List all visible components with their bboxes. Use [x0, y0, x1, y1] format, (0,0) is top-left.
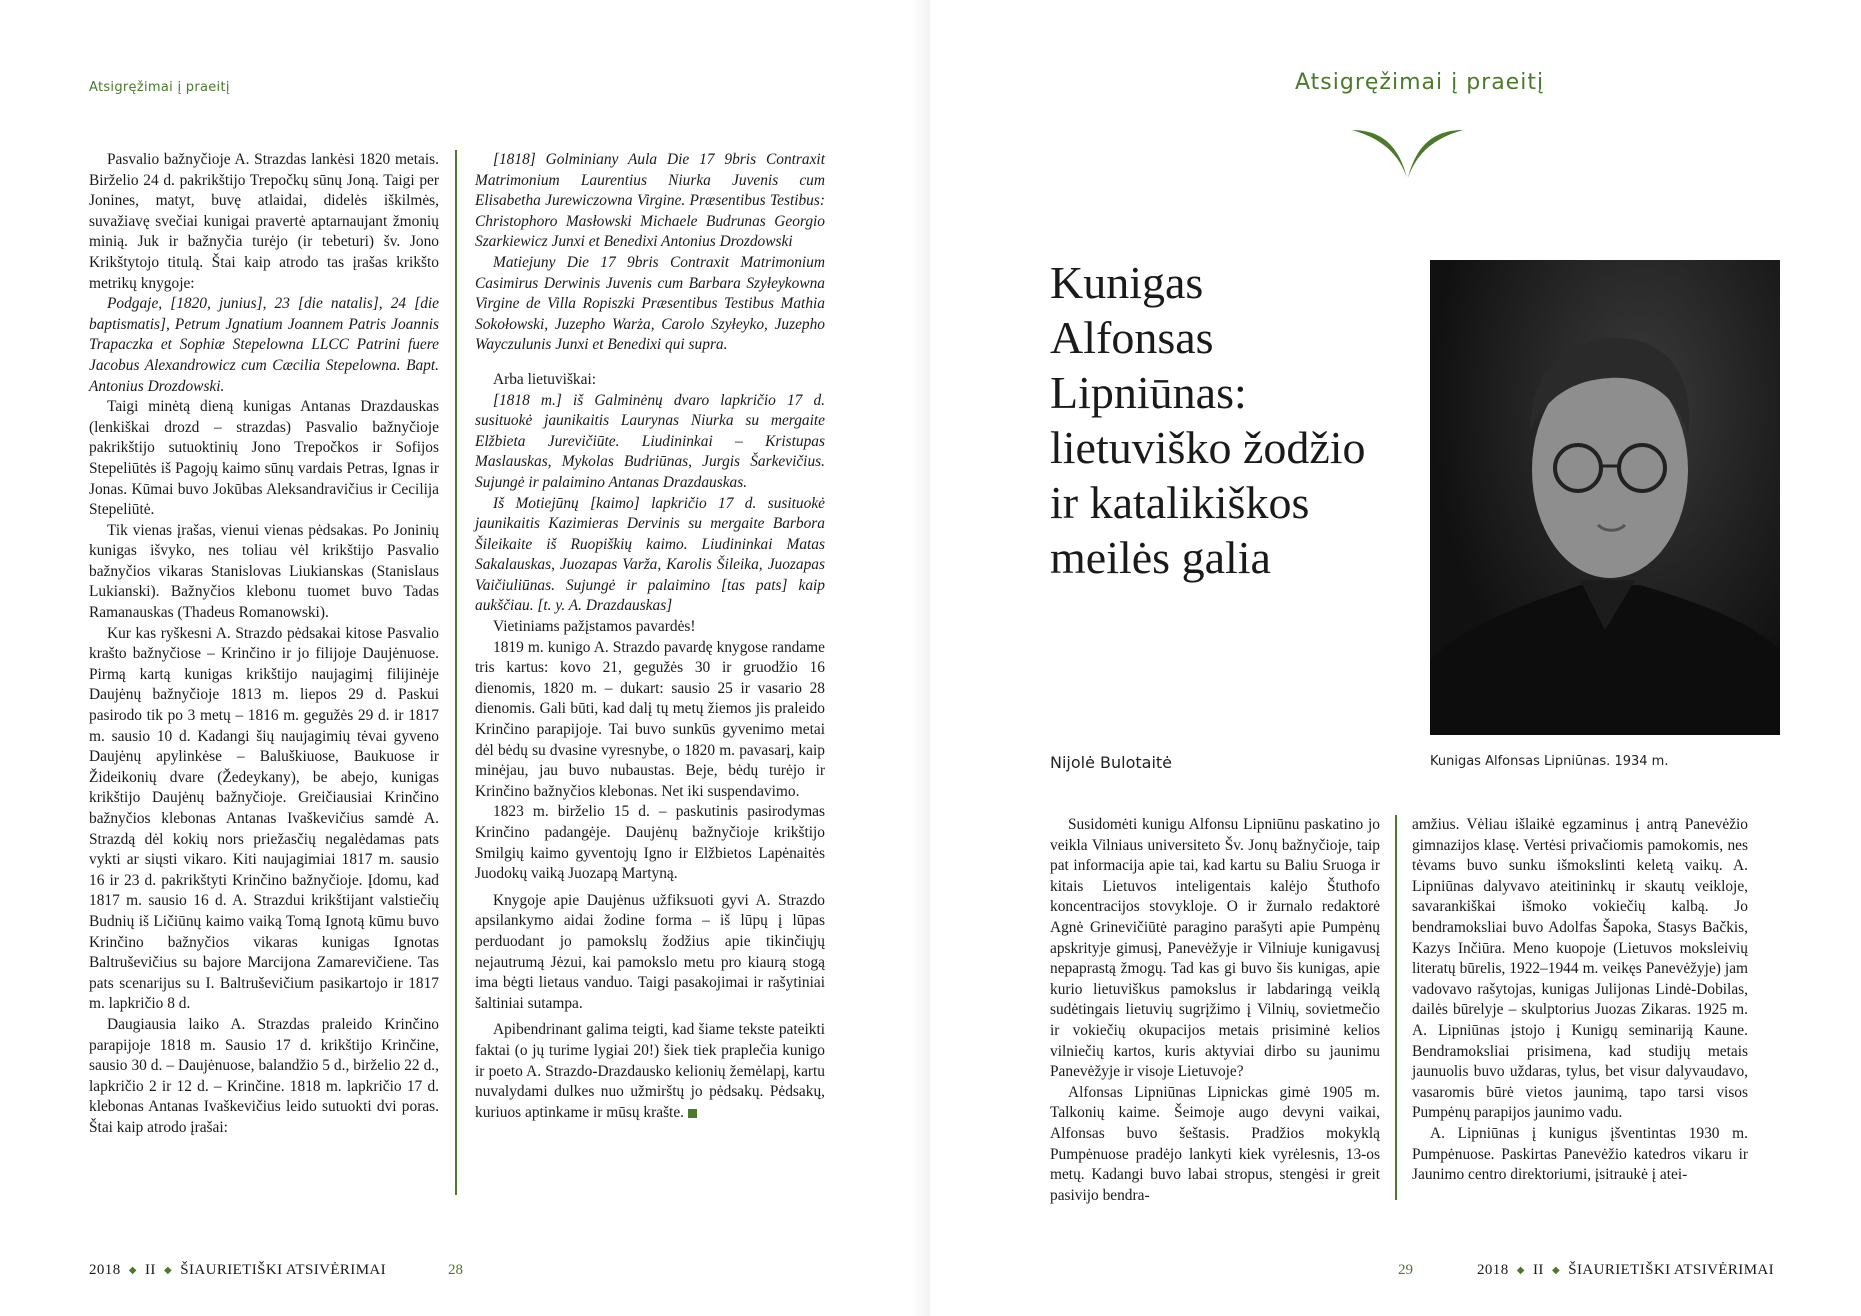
- right-page: [930, 0, 1861, 1316]
- footer-issue: II: [1533, 1262, 1544, 1278]
- paragraph: Tik vienas įrašas, vienui vienas pėdsakas. Po Joninių kunigas išvyko, nes toliau vėl krikštijo Pasvalio bažnyčios vikaras Stanislovas Liukianskas (Stanislaus Lukianski). Bažnyčios klebonu tuomet buvo Tadas Ramanauskas (Thadeus Romanowski).: [89, 521, 439, 622]
- paragraph: A. Lipniūnas į kunigus įšventintas 1930 m. Pumpėnuose. Paskirtas Panevėžio katedros vikaru ir Jaunimo centro direktoriumi, įsitraukė į atei-: [1412, 1124, 1748, 1184]
- leaf-ornament-icon: [1350, 126, 1465, 181]
- paragraph-final: [475, 1020, 825, 1123]
- diamond-icon: ◆: [128, 1265, 137, 1277]
- title-line: Alfonsas: [1050, 312, 1214, 363]
- page-number-left: 28: [448, 1262, 463, 1278]
- footer-year: 2018: [1477, 1262, 1509, 1278]
- portrait-illustration: [1430, 260, 1780, 735]
- left-column-2: [475, 150, 825, 1123]
- paragraph: 1819 m. kunigo A. Strazdo pavardę knygose randame tris kartus: kovo 21, gegužės 30 ir gruodžio 16 dienomis, 1820 m. – dukart: sausio 25 ir vasario 28 dienomis. Gali būti, kad dalį tų metų žiemos jis praleido Krinčino parapijoje. Tai buvo sunkūs gyvenimo metai dėl bėdų su dvasine vyresnybe, o 1820 m. pavasarį, kaip minėjau, jau buvo nubaustas. Beje, bėdų turėjo ir Krinčino bažnyčios klebonas. Net iki suspendavimo.: [475, 638, 825, 800]
- paragraph: Susidomėti kunigu Alfonsu Lipniūnu paskatino jo veikla Vilniaus universiteto Šv. Jonų bažnyčioje, taip pat informacija apie tai, kad kartu su Baliu Sruoga ir kitais Lietuvos inteligentais kalėjo Štuthofo koncentracijos stovykloje. O ir žurnalo redaktorė Agnė Grinevičiūtė paragino parašyti apie Pumpėnų apskrityje gimusį, Panevėžyje ir Vilniuje kunigavusį nepaprastą žmogų. Tad kas gi buvo šis kunigas, apie kurio lietuviškus pamokslus ir labdaringą veiklą sudėtingais lietuvių sugrįžimo į Vilnių, sovietmečio ir vokiečių okupacijos metais prisiminė kelios vilniečių kartos, kuris aktyviai dirbo su jaunimu Panevėžyje ir visoje Lietuvoje?: [1050, 816, 1380, 1081]
- paragraph-latin-record: Matiejuny Die 17 9bris Contraxit Matrimonium Casimirus Derwinis Juvenis cum Barbara Szyłeykowna Virgine de Villa Ropiszki Præsentibus Testibus Mathia Sokołowski, Juzepho Warża, Carolo Szyłeyko, Juzepho Wayczulunis Junxi et Benedixi qui supra.: [475, 253, 825, 354]
- column-divider: [1395, 815, 1397, 1200]
- diamond-icon: ◆: [163, 1265, 173, 1277]
- photo-caption: Kunigas Alfonsas Lipniūnas. 1934 m.: [1430, 754, 1669, 769]
- paragraph-translation: [1818 m.] iš Galminėnų dvaro lapkričio 17 d. susituokė jaunikaitis Laurynas Niurka su mergaite Elžbieta Jurevičiūte. Liudininkai – Kristupas Maslauskas, Mykolas Budriūnas, Jurgis Šarkevičius. Sujungė ir palaimino Antanas Drazdauskas.: [475, 391, 825, 491]
- footer-magazine: ŠIAURIETIŠKI ATSIVĖRIMAI: [180, 1262, 387, 1278]
- paragraph: Knygoje apie Daujėnus užfiksuoti gyvi A. Strazdo apsilankymo aidai žodine forma – iš lūpų į lūpas perduodant jo pamokslų žodžius apie tikinčiųjų nejautrumą Jėzui, kai pamokslo metu pro kiaurą stogą ima bėgti lietaus vanduo. Taigi pasakojimai ir rašytiniai šaltiniai sutampa.: [475, 891, 825, 1012]
- end-of-article-mark: [688, 1109, 697, 1118]
- paragraph: Kur kas ryškesni A. Strazdo pėdsakai kitose Pasvalio krašto bažnyčiose – Krinčino ir jo filijoje Daujėnuose. Pirmą kartą kunigas krikštijo naujagimį filijinėje Daujėnų bažnyčioje 1813 m. liepos 29 d. Paskui pasirodo tik po 3 metų – 1816 m. gegužės 29 d. ir 1817 m. sausio 10 d. Kadangi šių naujagimių tėvai gyveno Daujėnų apylinkėse – Baluškiuose, Baukuose ir Žideikonių dvare (Žedeykany), be abejo, kunigas krikštijo Daujėnų bažnyčioje. Greičiausiai Krinčino bažnyčios klebonas Antanas Ivaškevičius samdė A. Strazdą dėl kokių nors priežasčių negalėdamas pats vykti ar siųsti vikaro. Kiti naujagimiai 1817 m. sausio 16 ir 23 d. pakrikštyti Krinčino bažnyčioje. Įdomu, kad 1817 m. sausio 16 d. A. Strazdui krikštijant valstiečių Budnių iš Ličiūnų kaimo vaiką Tomą Ignotą kūmu buvo Krinčino bažnyčios vikaras kunigas Ignotas Baltruševičius su bajore Marcijona Zamarevičiene. Tas pats scenarijus su I. Baltruševičium pasikartojo ir 1817 m. lapkričio 8 d.: [89, 624, 439, 1013]
- paragraph-latin-record: Podgaje, [1820, junius], 23 [die natalis], 24 [die baptismatis], Petrum Jgnatium Joannem Patris Joannis Trapaczka et Sophiæ Stepelowna LLCC Patrini fuere Jacobus Alexandrowicz cum Cæcilia Stepelowna. Bapt. Antonius Drozdowski.: [89, 295, 439, 395]
- footer-left: [89, 1262, 386, 1279]
- right-column-1: [1050, 815, 1380, 1206]
- running-head-right: Atsigręžimai į praeitį: [1295, 70, 1545, 95]
- article-title: [1050, 255, 1380, 585]
- paragraph: Taigi minėtą dieną kunigas Antanas Drazdauskas (lenkiškai drozd – strazdas) Pasvalio bažnyčioje pakrikštijo sutuoktinių Jono Trepočkos ir Sofijos Stepeliūtės iš Pagojų kaimo sūnų vardais Petras, Ignas ir Jonas. Kūmai buvo Jokūbas Aleksandravičius ir Cecilija Stepeliūtė.: [89, 398, 439, 519]
- right-column-2: [1412, 815, 1748, 1186]
- running-head-left: Atsigręžimai į praeitį: [89, 80, 230, 95]
- title-line: Lipniūnas:: [1050, 367, 1247, 418]
- title-line: lietuviško žodžio: [1050, 422, 1366, 473]
- diamond-icon: ◆: [1551, 1265, 1561, 1277]
- diamond-icon: ◆: [1516, 1265, 1525, 1277]
- title-line: ir katalikiškos: [1050, 477, 1310, 528]
- paragraph: Vietiniams pažįstamos pavardės!: [493, 618, 696, 636]
- paragraph: amžius. Vėliau išlaikė egzaminus į antrą Panevėžio gimnazijos klasę. Vertėsi privačiomis pamokomis, nes tėvams buvo sunku išmokslinti keletą vaikų. A. Lipniūnas dalyvavo ateitininkų ir skautų veikloje, savarankiškai išmoko vokiečių kalbą. Jo bendramoksliai buvo Adolfas Šapoka, Stasys Bačkis, Kazys Inčiūra. Meno kuopoje (Lietuvos moksleivių literatų būrelis, 1922–1944 m. veikęs Panevėžyje) jam vadovavo rašytojas, kunigas Julijonas Lindė-Dobilas, dailės būrelyje – skulptorius Juozas Zikaras. 1925 m. A. Lipniūnas įstojo į Kunigų seminariją Kaune. Bendramoksliai prisimena, kad studijų metais jaunuolis buvo uždaras, tylus, bet visur dalyvaudavo, vasaromis būrė vietos jaunimą, tapo tarsi visos Pumpėnų parapijos jaunimo vadu.: [1412, 816, 1748, 1122]
- column-divider: [455, 150, 457, 1195]
- author-name: Nijolė Bulotaitė: [1050, 753, 1173, 772]
- footer-magazine: ŠIAURIETIŠKI ATSIVĖRIMAI: [1568, 1262, 1775, 1278]
- paragraph: Alfonsas Lipniūnas Lipnickas gimė 1905 m. Talkonių kaime. Šeimoje augo devyni vaikai, Alfonsas buvo šeštasis. Pradžios mokyklą Pumpėnuose pradėjo lankyti kiek vyrėlesnis, 13-os metų. Kadangi buvo labai stropus, stengėsi ir greit pasivijo bendra-: [1050, 1083, 1380, 1204]
- left-column-1: [89, 150, 439, 1139]
- footer-issue: II: [145, 1262, 156, 1278]
- paragraph: Arba lietuviškai:: [493, 370, 597, 388]
- footer-year: 2018: [89, 1262, 121, 1278]
- page-number-right: 29: [1398, 1262, 1413, 1278]
- title-line: Kunigas: [1050, 257, 1204, 308]
- paragraph: 1823 m. birželio 15 d. – paskutinis pasirodymas Krinčino padangėje. Daujėnų bažnyčioje krikštijo Smilgių kaimo gyventojų Igno ir Elžbietos Lapėnaitės Juodokų vaiką Juozapą Martyną.: [475, 803, 825, 883]
- left-page: [0, 0, 930, 1316]
- portrait-photo: [1430, 260, 1780, 735]
- final-text: Apibendrinant galima teigti, kad šiame tekste pateikti faktai (o jų turime lygiai 20!) šiek tiek praplečia kunigo ir poeto A. Strazdo-Drazdausko kelionių žemėlapį, kartu nuvalydami dulkes nuo užmirštų jo pėdsakų. Pėdsakų, kuriuos aptinkame ir mūsų krašte.: [475, 1021, 825, 1121]
- title-line: meilės galia: [1050, 532, 1271, 583]
- footer-right: [1477, 1262, 1774, 1279]
- paragraph: Daugiausia laiko A. Strazdas praleido Krinčino parapijoje 1818 m. Sausio 17 d. krikštijo Krinčine, sausio 30 d. – Daujėnuose, balandžio 5 d., birželio 22 d., lapkričio 2 ir 12 d. – Krinčine. 1818 m. lapkričio 17 d. klebonas Antanas Ivaškevičius leido sutuokti dvi poras. Štai kaip atrodo įrašai:: [89, 1015, 439, 1136]
- paragraph-translation: Iš Motiejūnų [kaimo] lapkričio 17 d. susituokė jaunikaitis Kazimieras Dervinis su mergaite Barbora Šileikaite iš Ruopiškių kaimo. Liudininkai Matas Sakalauskas, Juozapas Varža, Karolis Šileika, Juozapas Vaičiuliūnas. Sujungė ir palaimino [tas pats] kaip aukščiau. [t. y. A. Drazdauskas]: [475, 494, 825, 615]
- paragraph: Pasvalio bažnyčioje A. Strazdas lankėsi 1820 metais. Birželio 24 d. pakrikštijo Trepočkų sūnų Joną. Taigi per Jonines, matyt, buvę atlaidai, didelės iškilmės, suvažiavę svečiai kunigai pravertė aptarnaujant žmonių minią. Juk ir bažnyčia turėjo (ir tebeturi) šv. Jono Krikštytojo titulą. Štai kaip atrodo tas įrašas krikšto metrikų knygoje:: [89, 151, 439, 292]
- paragraph-latin-record: [1818] Golminiany Aula Die 17 9bris Contraxit Matrimonium Laurentius Niurka Juvenis cum Elisabetha Jurewiczowna Virgine. Præsentibus Testibus: Christophoro Masłowski Michaele Budrunas Georgio Szarkiewicz Junxi et Benedixi Antonius Drozdowski: [475, 151, 825, 251]
